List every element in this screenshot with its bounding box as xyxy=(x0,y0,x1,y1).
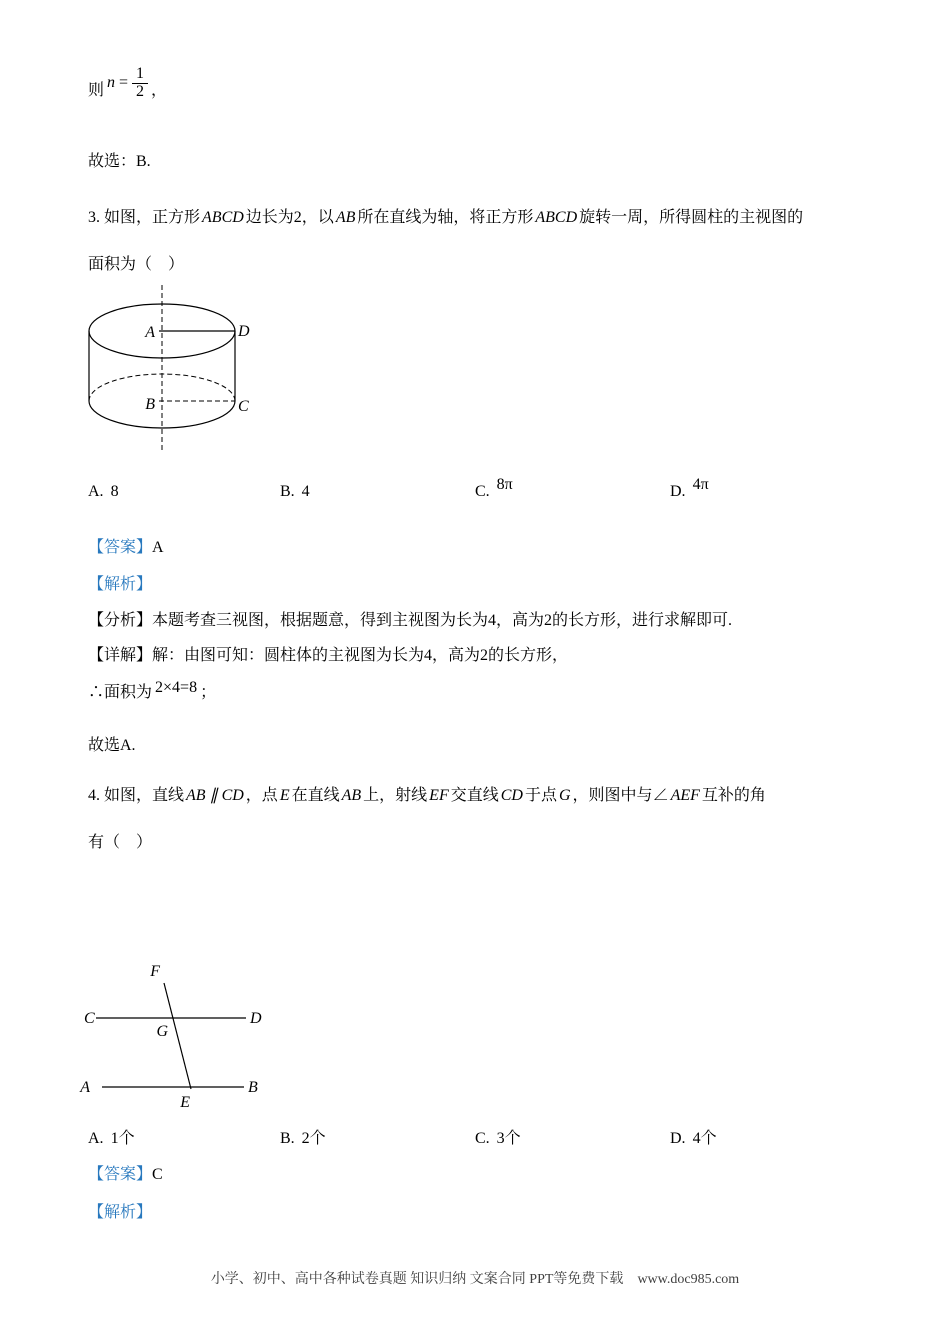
var-n: n xyxy=(107,73,116,91)
q3-xiangjie-line: 【详解】解：由图可知：圆柱体的主视图为长为4，高为2的长方形， xyxy=(88,647,569,664)
option-value: 4个 xyxy=(692,1130,717,1147)
text-segment: ，则图中与 xyxy=(572,787,653,804)
text-then: 则 xyxy=(88,81,105,99)
q3-options-row xyxy=(88,476,888,510)
text-segment: 上，射线 xyxy=(363,787,428,804)
q3-answer-line xyxy=(88,536,164,559)
text-segment: G xyxy=(558,787,571,804)
option-prefix: B. xyxy=(280,483,295,500)
option-prefix: C. xyxy=(475,1130,490,1147)
text-segment: ∥ xyxy=(209,787,218,804)
text-segment: 旋转一周，所得圆柱的主视图的 xyxy=(579,209,804,226)
text-segment: 于点 xyxy=(524,787,557,804)
option-value: 3个 xyxy=(496,1130,521,1147)
answer-value: A xyxy=(152,539,164,556)
q4-answer-line xyxy=(88,1163,163,1186)
option-prefix: C. xyxy=(475,483,490,500)
footer-url: www.doc985.com xyxy=(637,1272,740,1287)
label-A: A xyxy=(80,1079,90,1096)
ray-FE xyxy=(164,983,191,1089)
option-prefix: A. xyxy=(88,483,104,500)
q3-option-c xyxy=(475,476,513,503)
text-segment: AEF xyxy=(670,787,700,804)
text-segment: 4. 如图，直线 xyxy=(88,787,185,804)
option-prefix: D. xyxy=(670,1130,686,1147)
text-segment: CD xyxy=(500,787,523,804)
text-segment: 所在直线为轴，将正方形 xyxy=(357,209,534,226)
footer-text: 小学、初中、高中各种试卷真题 知识归纳 文案合同 PPT等免费下载 xyxy=(210,1272,624,1287)
text-segment: ，点 xyxy=(245,787,278,804)
text-segment: ABCD xyxy=(535,209,578,226)
label-B: B xyxy=(145,396,155,413)
comma: ， xyxy=(151,81,168,99)
text-segment: 互补的角 xyxy=(701,787,766,804)
text-segment: AB xyxy=(341,787,362,804)
label-G: G xyxy=(156,1023,168,1040)
text-segment: AB xyxy=(186,787,206,804)
text-segment: E xyxy=(279,787,290,804)
text-segment: AB xyxy=(335,209,356,226)
label-D: D xyxy=(238,323,250,340)
choose-b-line: 故选：B. xyxy=(88,153,151,170)
area-formula: 2×4=8 xyxy=(155,679,198,696)
area-prefix: ∴面积为 xyxy=(88,684,153,701)
answer-value: C xyxy=(152,1166,163,1183)
answer-label: 【答案】 xyxy=(88,539,153,556)
text-segment: CD xyxy=(221,787,244,804)
q3-option-a xyxy=(88,480,119,503)
q4-option-d xyxy=(670,1127,717,1150)
text-segment: 3. 如图，正方形 xyxy=(88,209,201,226)
answer-label: 【答案】 xyxy=(88,1166,153,1183)
option-prefix: D. xyxy=(670,483,686,500)
option-value: 4π xyxy=(692,476,709,493)
text-segment: ABCD xyxy=(202,209,244,226)
result-n-line xyxy=(88,65,168,109)
area-suffix: ； xyxy=(200,684,217,701)
q3-fenxi-line: 【分析】本题考查三视图，根据题意，得到主视图为长为4，高为2的长方形，进行求解即可. xyxy=(88,612,733,629)
label-F: F xyxy=(150,963,160,980)
q3-text-line2: 面积为（ ） xyxy=(88,256,185,273)
option-value: 8 xyxy=(110,483,119,500)
q3-option-b xyxy=(280,480,310,503)
q4-option-c xyxy=(475,1127,521,1150)
label-C: C xyxy=(238,398,249,415)
formula-n-half xyxy=(107,66,148,101)
option-value: 2个 xyxy=(301,1130,326,1147)
label-E: E xyxy=(180,1094,190,1111)
cylinder-bottom-back-arc xyxy=(89,374,235,401)
q4-option-b xyxy=(280,1127,326,1150)
label-C: C xyxy=(84,1010,95,1027)
equals-sign: = xyxy=(119,73,129,91)
cylinder-diagram xyxy=(82,283,277,457)
option-value: 1个 xyxy=(110,1130,135,1147)
option-value: 8π xyxy=(496,476,513,493)
q3-choose-line: 故选A. xyxy=(88,737,136,754)
q4-text-line1 xyxy=(88,784,766,807)
text-segment: 边长为2，以 xyxy=(245,209,334,226)
q4-options-row xyxy=(88,1127,888,1157)
text-segment: EF xyxy=(429,787,449,804)
q3-text-line1 xyxy=(88,206,803,229)
label-B: B xyxy=(248,1079,258,1096)
label-A: A xyxy=(145,324,155,341)
q4-option-a xyxy=(88,1127,135,1150)
q4-jiexi-label: 【解析】 xyxy=(88,1204,153,1221)
text-segment: 在直线 xyxy=(291,787,340,804)
parallel-lines-diagram xyxy=(78,956,293,1116)
q3-jiexi-label: 【解析】 xyxy=(88,576,153,593)
option-prefix: B. xyxy=(280,1130,295,1147)
option-prefix: A. xyxy=(88,1130,104,1147)
text-segment: 交直线 xyxy=(450,787,499,804)
q4-text-line2: 有（ ） xyxy=(88,834,153,851)
q3-option-d xyxy=(670,476,709,503)
q3-area-line xyxy=(88,681,216,704)
fraction-one-half xyxy=(132,66,148,101)
text-segment: ∠ xyxy=(652,787,669,804)
page-footer xyxy=(0,1268,950,1288)
fraction-numerator: 1 xyxy=(132,66,148,84)
option-value: 4 xyxy=(301,483,310,500)
fraction-denominator: 2 xyxy=(136,82,145,100)
label-D: D xyxy=(250,1010,262,1027)
